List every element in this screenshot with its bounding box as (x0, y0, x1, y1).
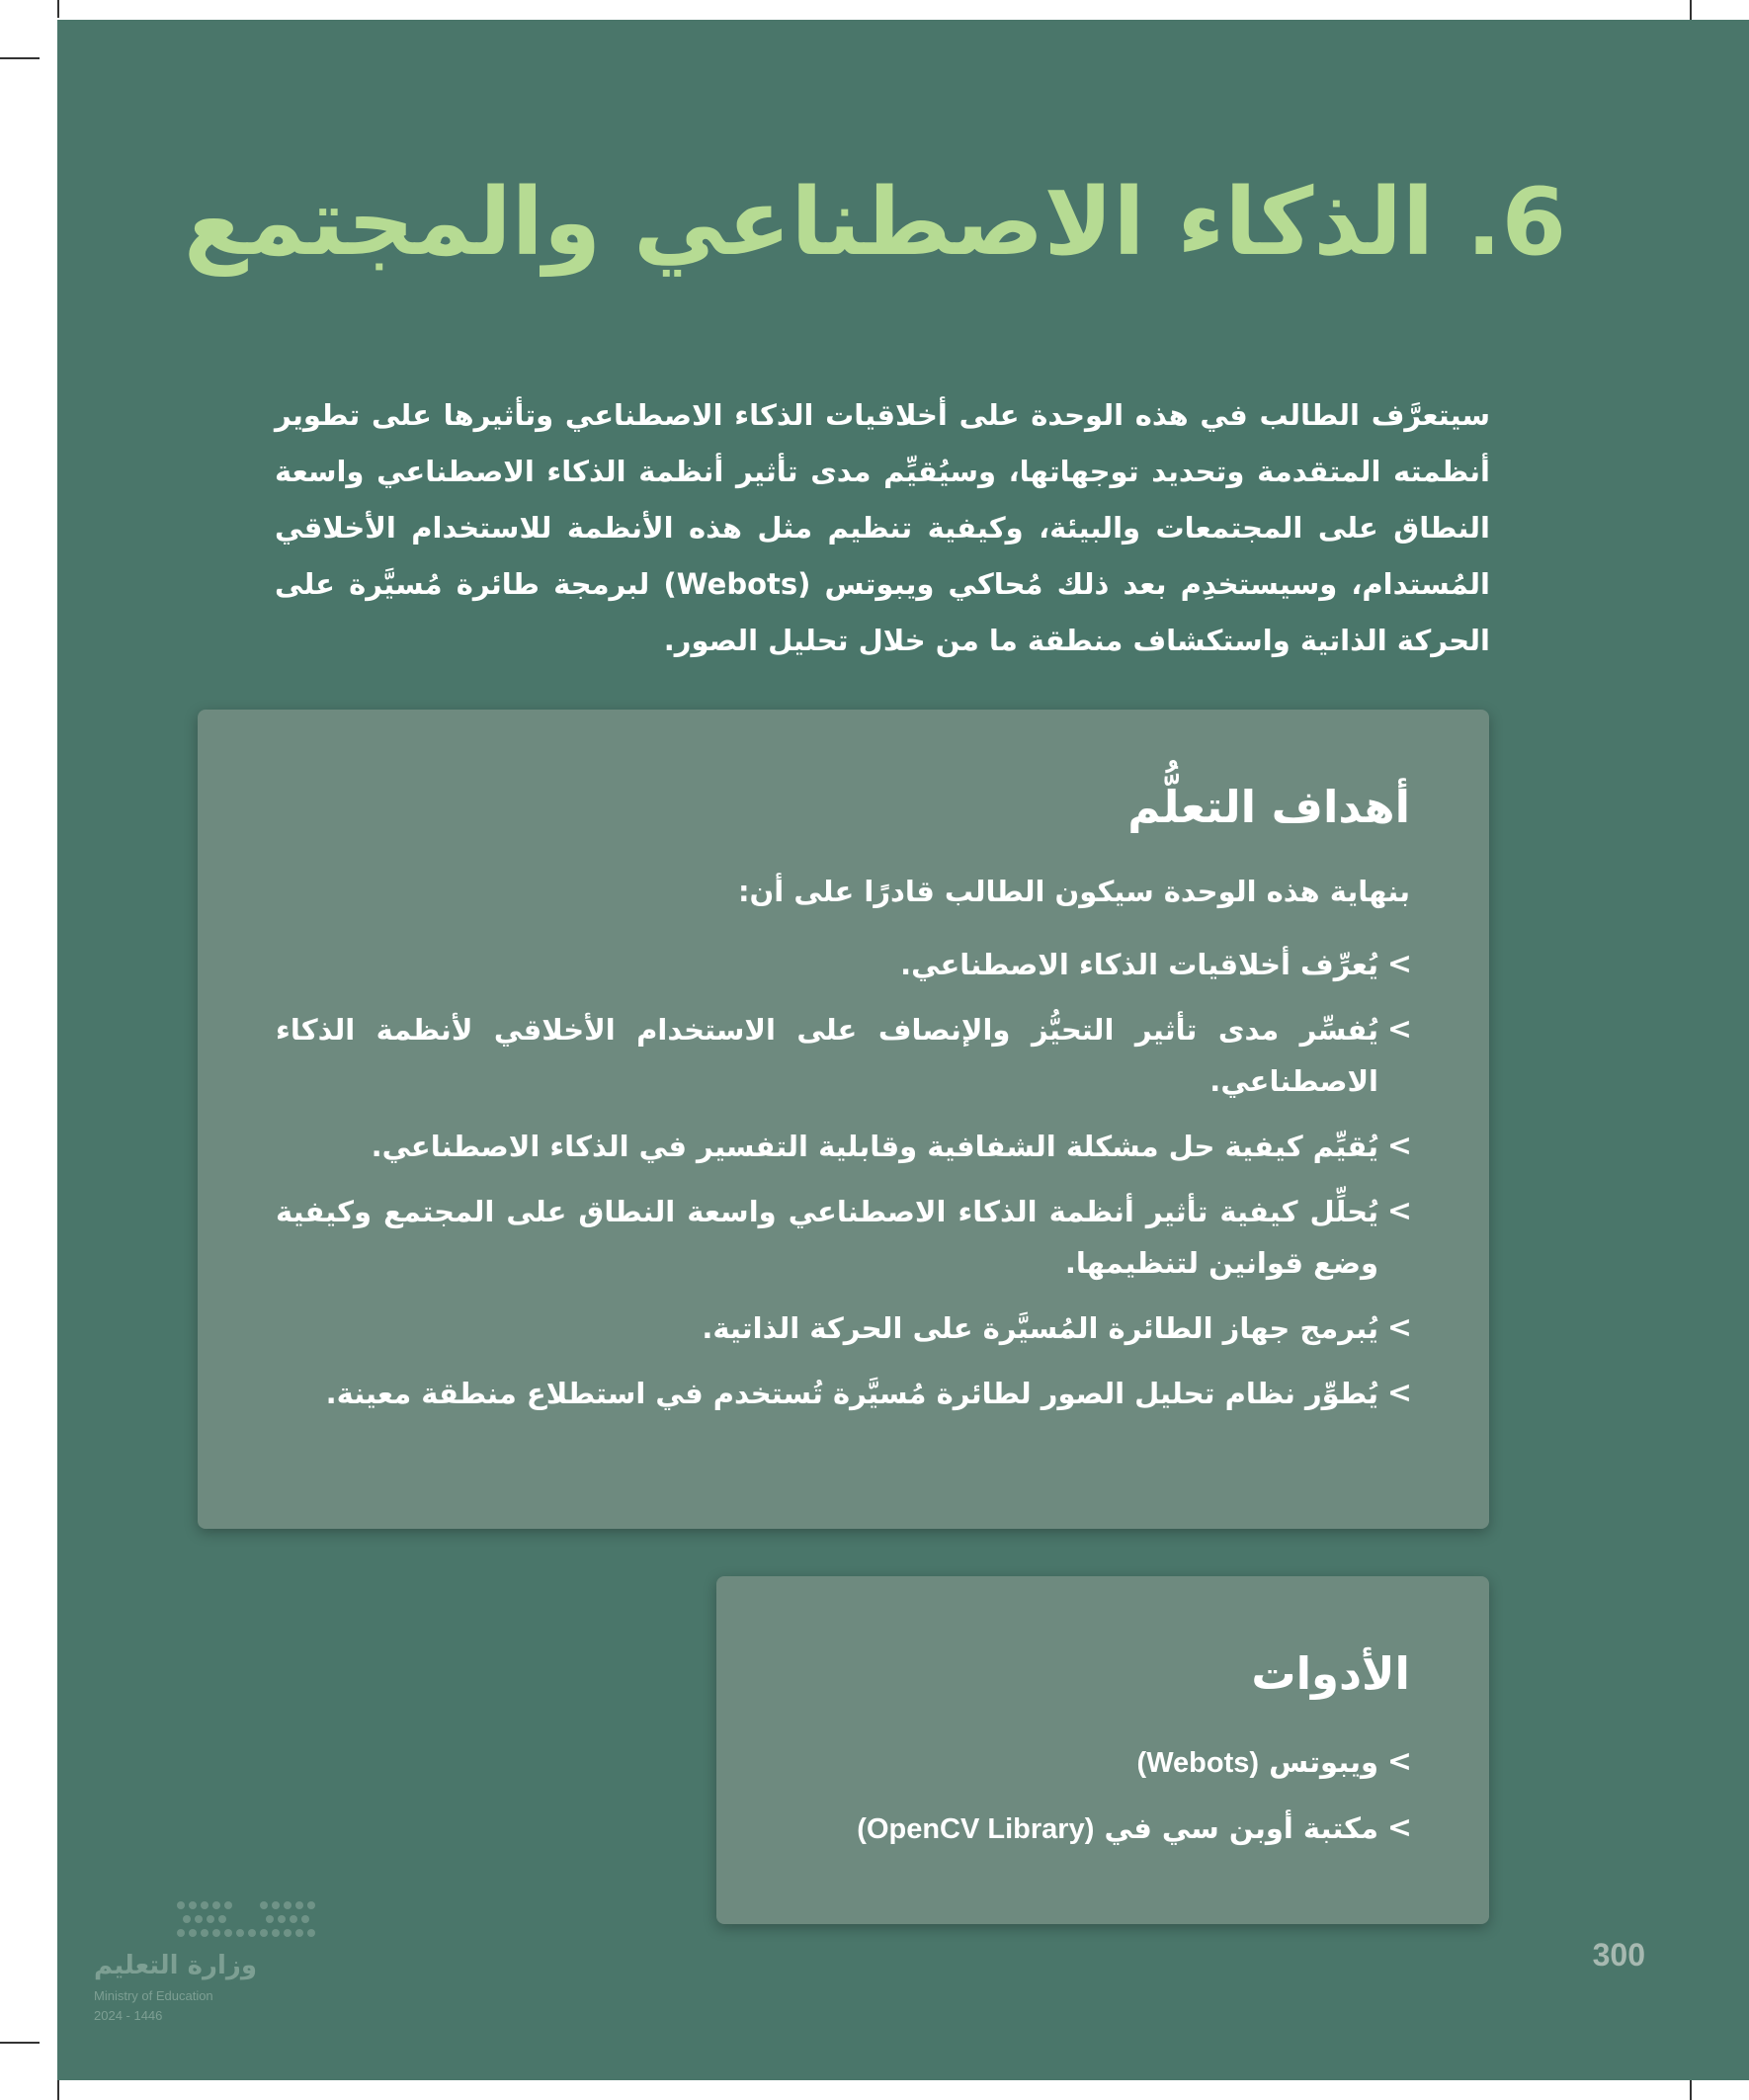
crop-mark-bottom-left-v (57, 2080, 59, 2100)
ministry-logo-english: Ministry of Education (94, 1988, 213, 2003)
learning-goal-text: يُعرِّف أخلاقيات الذكاء الاصطناعي. (900, 948, 1378, 981)
learning-goal-text: يُبرمج جهاز الطائرة المُسيَّرة على الحركة الذاتية. (702, 1311, 1378, 1345)
learning-goals-list (276, 939, 1412, 1433)
learning-goal-item (276, 1004, 1412, 1107)
learning-goal-text: يُفسِّر مدى تأثير التحيُّز والإنصاف على الاستخدام الأخلاقي لأنظمة الذكاء الاصطناعي. (276, 1013, 1378, 1098)
chevron-bullet-icon: > (1386, 1012, 1412, 1047)
chevron-bullet-icon: > (1386, 1310, 1412, 1345)
learning-goals-intro: بنهاية هذه الوحدة سيكون الطالب قادرًا على أن: (737, 875, 1410, 908)
learning-goal-item (276, 1186, 1412, 1289)
chevron-bullet-icon: > (1386, 1810, 1412, 1845)
intro-paragraph: سيتعرَّف الطالب في هذه الوحدة على أخلاقيات الذكاء الاصطناعي وتأثيرها على تطوير أنظمته المتقدمة وتحديد توجهاتها، وسيُقيِّم مدى تأثير أنظمة الذكاء الاصطناعي واسعة النطاق على المجتمعات والبيئة، وكيفية تنظيم مثل هذه الأنظمة للاستخدام الأخلاقي المُستدام، وسيستخدِم بعد ذلك مُحاكي ويبوتس (Webots) لبرمجة طائرة مُسيَّرة على الحركة الذاتية واستكشاف منطقة ما من خلال تحليل الصور. (275, 398, 1490, 657)
learning-goal-text: يُحلِّل كيفية تأثير أنظمة الذكاء الاصطناعي واسعة النطاق على المجتمع وكيفية وضع قوانين لتنظيمها. (276, 1195, 1378, 1280)
learning-goal-item (276, 1121, 1412, 1172)
learning-goal-item (276, 1368, 1412, 1419)
tools-heading: الأدوات (1251, 1647, 1410, 1700)
tools-list (780, 1736, 1412, 1869)
page-number: 300 (1592, 1937, 1645, 1973)
tool-item-opencv (780, 1803, 1412, 1855)
tool-term: (Webots) (1136, 1747, 1260, 1779)
ministry-logo-arabic: وزارة التعليم (94, 1951, 257, 1980)
crop-mark-top-left-v (57, 0, 59, 18)
chevron-bullet-icon: > (1386, 947, 1412, 981)
learning-goals-heading: أهداف التعلُّم (1127, 781, 1410, 833)
tool-item-webots (780, 1736, 1412, 1789)
learning-goal-item (276, 939, 1412, 990)
ministry-logo (94, 1897, 331, 2036)
crop-mark-bottom-left-h (0, 2042, 40, 2044)
crop-mark-top-left-h (0, 57, 40, 59)
tool-term: (OpenCV Library) (857, 1813, 1095, 1845)
ministry-logo-dots-icon (173, 1897, 321, 1943)
tools-box (716, 1576, 1489, 1924)
learning-goal-item (276, 1302, 1412, 1354)
tool-label: مكتبة أوبن سي في (1104, 1811, 1378, 1845)
chevron-bullet-icon: > (1386, 1744, 1412, 1779)
ministry-logo-year: 2024 - 1446 (94, 2008, 163, 2023)
learning-goal-text: يُطوِّر نظام تحليل الصور لطائرة مُسيَّرة تُستخدم في استطلاع منطقة معينة. (325, 1377, 1378, 1410)
learning-goals-box (198, 710, 1489, 1529)
chevron-bullet-icon: > (1386, 1194, 1412, 1228)
learning-goal-text: يُقيِّم كيفية حل مشكلة الشفافية وقابلية التفسير في الذكاء الاصطناعي. (371, 1130, 1378, 1163)
chevron-bullet-icon: > (1386, 1129, 1412, 1163)
chapter-title: 6. الذكاء الاصطناعي والمجتمع (183, 169, 1566, 277)
tool-label: ويبوتس (1269, 1745, 1378, 1779)
chevron-bullet-icon: > (1386, 1376, 1412, 1410)
